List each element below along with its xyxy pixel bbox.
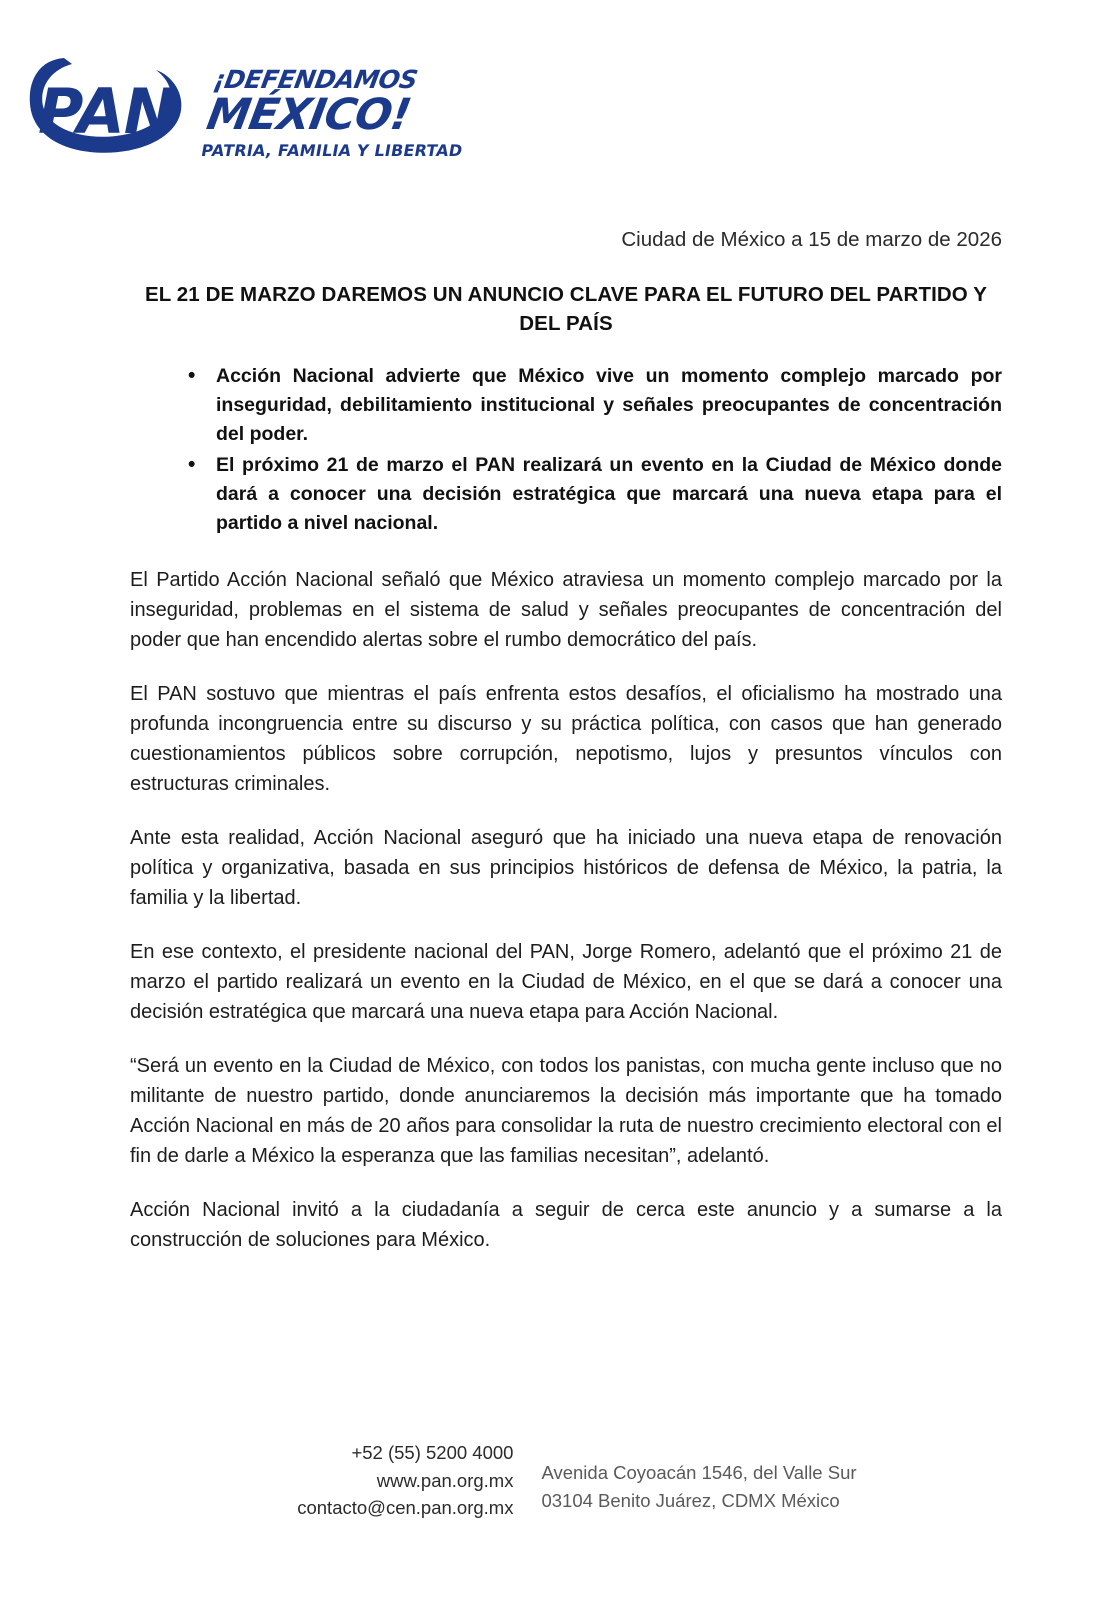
- address-line-1: Avenida Coyoacán 1546, del Valle Sur: [541, 1461, 857, 1483]
- key-points-list: [130, 362, 1002, 537]
- address-block: [541, 1439, 856, 1515]
- slogan-line-2: MÉXICO!: [203, 90, 415, 140]
- body-paragraph: Acción Nacional invitó a la ciudadanía a seguir de cerca este anuncio y a sumarse a la construcción de soluciones para México.: [130, 1199, 1002, 1252]
- address-line-2: 03104 Benito Juárez, CDMX México: [541, 1489, 840, 1511]
- phone-number: +52 (55) 5200 4000: [351, 1441, 514, 1463]
- body-paragraph: “Será un evento en la Ciudad de México, con todos los panistas, con mucha gente incluso que no militante de nuestro partido, donde anunciaremos la decisión más importante que ha tomado Acción Nacional en más de 20 años para consolidar la ruta de nuestro crecimiento electoral con el fin de darle a México la esperanza que las familias necesitan”, adelantó.: [130, 1055, 1002, 1168]
- list-item: • Acción Nacional advierte que México vive un momento complejo marcado por inseguridad, debilitamiento institucional y señales preocupantes de concentración del poder.: [188, 362, 1002, 448]
- dateline: Ciudad de México a 15 de marzo de 2026: [621, 228, 1002, 251]
- list-item: • El próximo 21 de marzo el PAN realizará un evento en la Ciudad de México donde dará a conocer una decisión estratégica que marcará una nueva etapa para el partido a nivel nacional.: [188, 451, 1002, 537]
- page-title: EL 21 DE MARZO DAREMOS UN ANUNCIO CLAVE PARA EL FUTURO DEL PARTIDO Y DEL PAÍS: [144, 283, 988, 336]
- slogan-line-3: PATRIA, FAMILIA Y LIBERTAD: [199, 141, 465, 160]
- body-paragraph: El PAN sostuvo que mientras el país enfrenta estos desafíos, el oficialismo ha mostrado una profunda incongruencia entre su discurso y su práctica política, con casos que han generado cuestionamientos públicos sobre corrupción, nepotismo, lujos y presuntos vínculos con estructuras criminales.: [130, 683, 1002, 796]
- document-body: [130, 228, 1002, 1279]
- contact-details: [263, 1439, 513, 1522]
- letterhead: [24, 48, 469, 166]
- brand-slogan: [200, 67, 477, 159]
- body-paragraph: En ese contexto, el presidente nacional del PAN, Jorge Romero, adelantó que el próximo 21 de marzo el partido realizará un evento en la Ciudad de México, en el que se dará a conocer una decisión estratégica que marcará una nueva etapa para Acción Nacional.: [130, 941, 1002, 1024]
- email-link[interactable]: contacto@cen.pan.org.mx: [297, 1497, 514, 1519]
- body-paragraph: El Partido Acción Nacional señaló que México atraviesa un momento complejo marcado por la inseguridad, problemas en el sistema de salud y señales preocupantes de concentración del poder que han encendido alertas sobre el rumbo democrático del país.: [130, 569, 1002, 652]
- contact-footer: [0, 1439, 1120, 1522]
- body-paragraph: Ante esta realidad, Acción Nacional aseguró que ha iniciado una nueva etapa de renovación política y organizativa, basada en sus principios históricos de defensa de México, la patria, la familia y la libertad.: [130, 827, 1002, 910]
- pan-logo-icon: [24, 48, 194, 166]
- svg-text:PAN: PAN: [38, 75, 175, 148]
- website-link[interactable]: www.pan.org.mx: [376, 1469, 514, 1491]
- slogan-line-1: ¡DEFENDAMOS: [211, 65, 420, 94]
